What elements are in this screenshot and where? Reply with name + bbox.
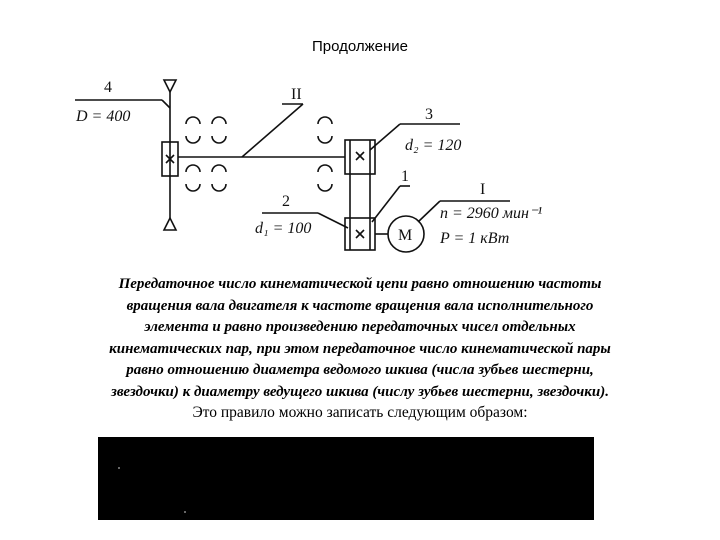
image-speck — [118, 467, 120, 469]
label-4: 4 — [104, 79, 112, 96]
label-shaft-II: II — [291, 86, 302, 103]
label-d1: d₁ = 100 — [255, 220, 312, 237]
paragraph-line: вращения вала двигателя к частоте вращения вала исполнительного — [126, 297, 594, 314]
rule-paragraph — [30, 274, 690, 403]
label-2: 2 — [282, 193, 290, 210]
paragraph-line: звездочки) к диаметру ведущего шкива (числу зубьев шестерни, звездочки). — [111, 383, 609, 400]
label-n: n = 2960 мин⁻¹ — [440, 205, 543, 222]
paragraph-line: равно отношению диаметра ведомого шкива (числа зубьев шестерни, — [126, 362, 594, 378]
paragraph-line: элемента и равно произведению передаточных чисел отдельных — [144, 319, 576, 335]
label-motor: M — [398, 227, 413, 244]
label-shaft-I: I — [480, 181, 486, 198]
paragraph-line: кинематических пар, при этом передаточное число кинематической пары — [109, 340, 611, 357]
label-3: 3 — [425, 106, 433, 123]
slide-title: Продолжение — [311, 38, 409, 55]
formula-intro: Это правило можно записать следующим образом: — [192, 404, 528, 421]
label-d2: d₂ = 120 — [405, 137, 462, 154]
formula-image — [98, 437, 594, 520]
paragraph-line: Передаточное число кинематической цепи равно отношению частоты — [118, 276, 602, 292]
label-d-pulley: D = 400 — [76, 108, 131, 125]
label-1: 1 — [401, 168, 409, 185]
label-power: P = 1 кВт — [440, 230, 510, 247]
image-speck — [184, 511, 186, 513]
